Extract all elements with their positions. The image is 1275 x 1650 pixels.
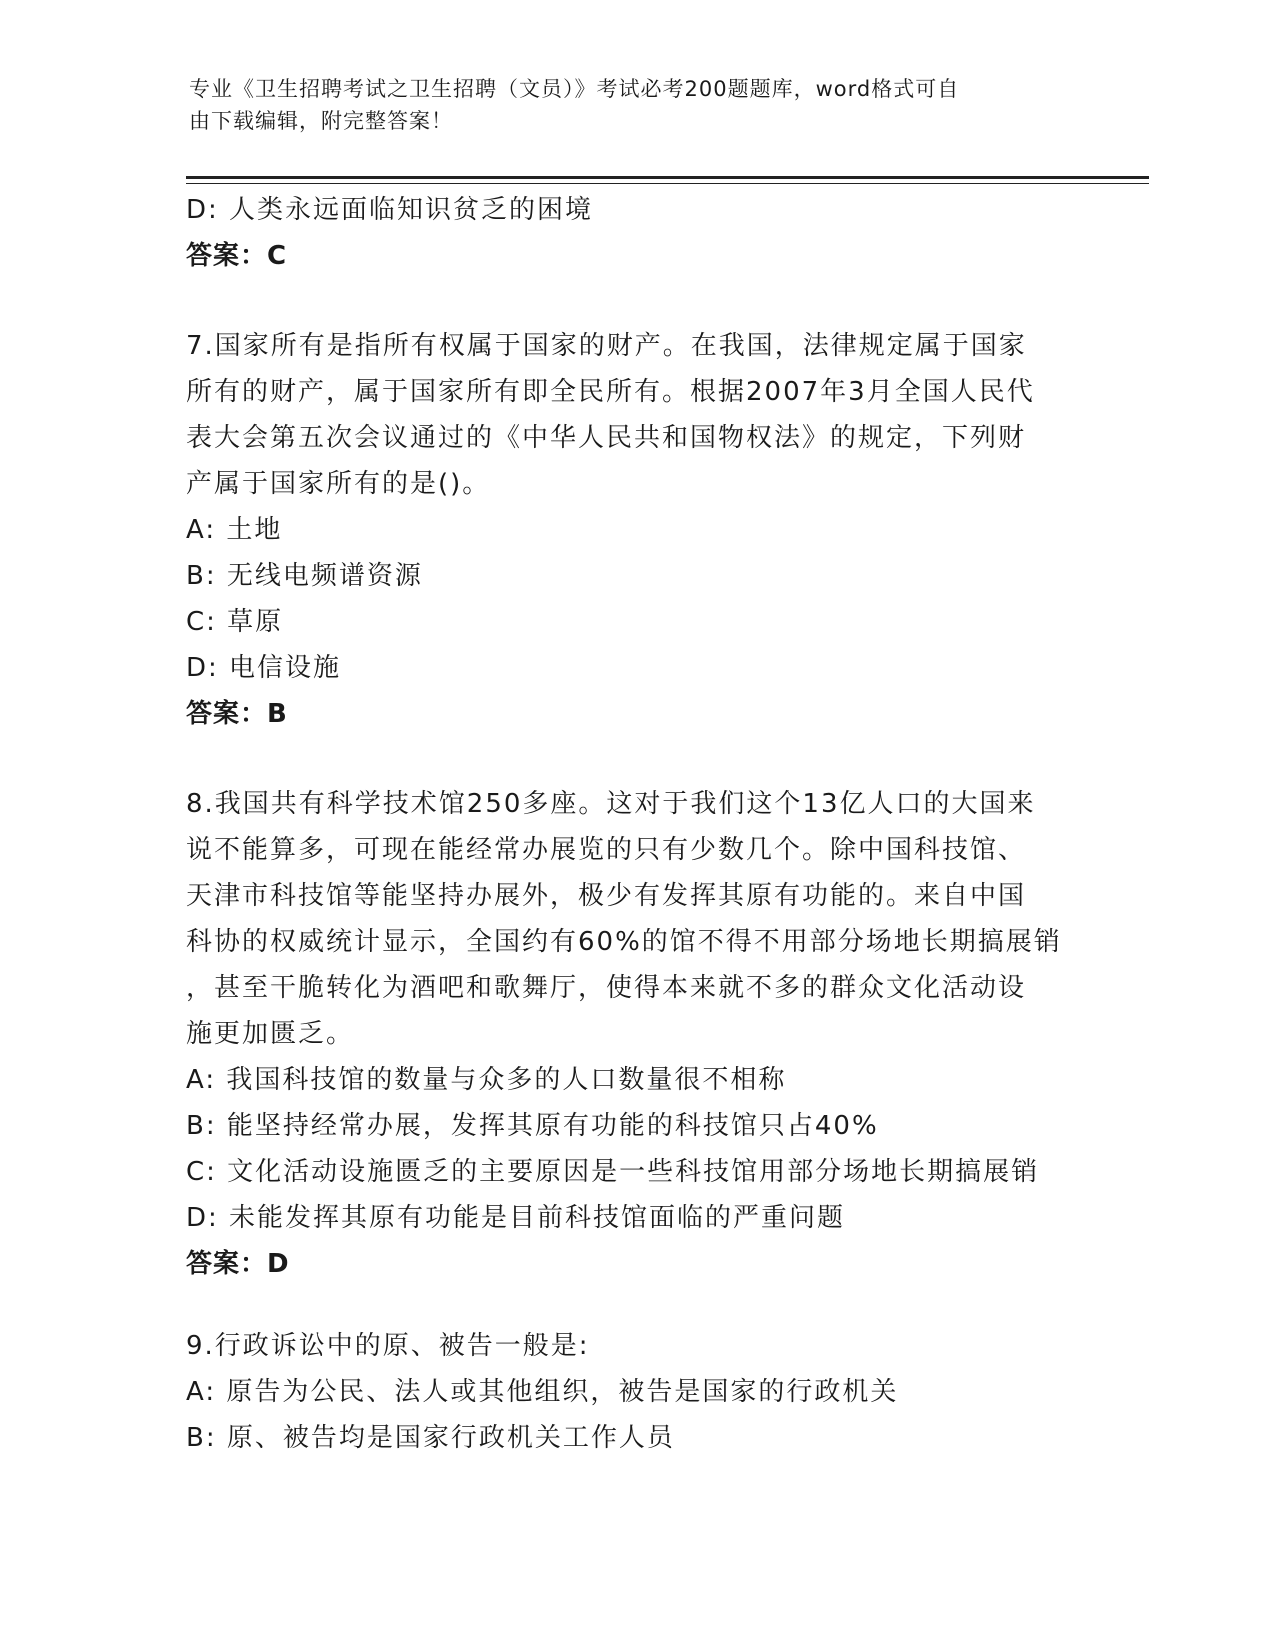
question-8 [186, 781, 1086, 1287]
question-8-line-6: 施更加匮乏。 [186, 1019, 355, 1049]
question-content [186, 187, 1086, 1461]
question-8-line-3: 天津市科技馆等能坚持办展外，极少有发挥其原有功能的。来自中国 [186, 881, 1027, 911]
question-8-answer: 答案：D [186, 1249, 290, 1279]
header-rule-thick [186, 176, 1149, 179]
question-8-option-d: D: 未能发挥其原有功能是目前科技馆面临的严重问题 [186, 1203, 846, 1233]
question-7-line-3: 表大会第五次会议通过的《中华人民共和国物权法》的规定，下列财 [186, 423, 1027, 453]
question-7-line-1: 7.国家所有是指所有权属于国家的财产。在我国，法律规定属于国家 [186, 331, 1027, 361]
question-8-option-c: C: 文化活动设施匮乏的主要原因是一些科技馆用部分场地长期搞展销 [186, 1157, 1040, 1187]
question-7-option-b: B: 无线电频谱资源 [186, 561, 423, 591]
question-9-option-b: B: 原、被告均是国家行政机关工作人员 [186, 1423, 675, 1453]
question-7 [186, 323, 1086, 737]
question-9 [186, 1323, 1086, 1461]
question-7-option-d: D: 电信设施 [186, 653, 342, 683]
question-8-line-2: 说不能算多，可现在能经常办展览的只有少数几个。除中国科技馆、 [186, 835, 1027, 865]
question-7-option-a: A: 土地 [186, 515, 283, 545]
prev-option-d: D: 人类永远面临知识贫乏的困境 [186, 195, 594, 225]
question-9-line-1: 9.行政诉讼中的原、被告一般是: [186, 1331, 590, 1361]
question-8-option-b: B: 能坚持经常办展，发挥其原有功能的科技馆只占40% [186, 1111, 879, 1141]
question-8-line-4: 科协的权威统计显示，全国约有60%的馆不得不用部分场地长期搞展销 [186, 927, 1062, 957]
prev-answer: 答案：C [186, 241, 288, 271]
question-8-option-a: A: 我国科技馆的数量与众多的人口数量很不相称 [186, 1065, 787, 1095]
question-7-answer: 答案：B [186, 699, 288, 729]
question-7-line-2: 所有的财产，属于国家所有即全民所有。根据2007年3月全国人民代 [186, 377, 1035, 407]
header-line-1: 专业《卫生招聘考试之卫生招聘（文员）》考试必考200题题库，word格式可自 [189, 77, 960, 101]
question-9-option-a: A: 原告为公民、法人或其他组织，被告是国家的行政机关 [186, 1377, 899, 1407]
header-line-2: 由下载编辑，附完整答案！ [189, 109, 453, 133]
document-header [189, 73, 1069, 137]
question-7-line-4: 产属于国家所有的是()。 [186, 469, 491, 499]
question-7-option-c: C: 草原 [186, 607, 284, 637]
question-8-line-1: 8.我国共有科学技术馆250多座。这对于我们这个13亿人口的大国来 [186, 789, 1036, 819]
question-8-line-5: ，甚至干脆转化为酒吧和歌舞厅，使得本来就不多的群众文化活动设 [186, 973, 1027, 1003]
header-rule-thin [186, 183, 1149, 184]
